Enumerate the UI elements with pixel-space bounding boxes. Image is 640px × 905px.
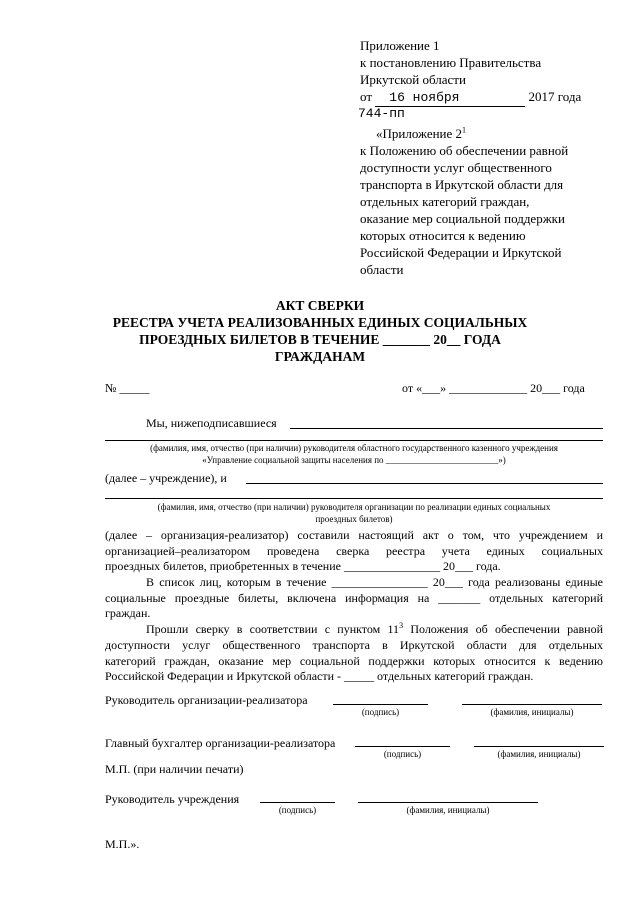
head-institution-name-line [358,802,538,803]
name-caption: (фамилия, инициалы) [490,707,574,717]
para3-text-a: Прошли сверку в соответствии с пунктом 11 [146,622,400,636]
date-underline [375,89,525,107]
paragraph-1-line: проездных билетов, приобретенных в течение ________________ 20___ года. [105,559,501,573]
chief-accountant-label: Главный бухгалтер организации-реализатора [105,736,336,750]
caption-institution-head: (фамилия, имя, отчество (при наличии) руководителя областного государственного казенного учреждения [150,443,558,453]
date-suffix: 2017 года [528,89,582,104]
appendix-number: 744-пп [358,106,405,121]
name-caption: (фамилия, инициалы) [406,805,490,815]
accountant-signature-line [355,746,450,747]
paragraph-3-line: Российской Федерации и Иркутской области - _____ отдельных категорий граждан. [105,669,534,683]
para3-sup: 3 [399,621,404,630]
caption-institution-name: «Управление социальной защиты населения по _________________________») [202,455,506,465]
appendix-date-line [360,89,581,107]
head-institution-label: Руководитель учреждения [105,792,240,806]
doc-title-line-2: РЕЕСТРА УЧЕТА РЕАЛИЗОВАННЫХ ЕДИНЫХ СОЦИАЛЬНЫХ [112,315,528,330]
caption-org-head: (фамилия, имя, отчество (при наличии) руководителя организации по реализации единых социальных [157,502,551,512]
signature-caption: (подпись) [278,805,317,815]
paragraph-1-line: организацией–реализатором проведена сверка реестра учета единых социальных [105,544,603,558]
appendix-ref-line: отдельных категорий граждан, [360,194,530,209]
caption-org-head-2: проездных билетов) [315,514,393,524]
head-org-label: Руководитель организации-реализатора [105,693,308,707]
appendix-line-3: Иркутской области [360,72,466,87]
org-name-line [246,483,603,484]
appendix-line-1: Приложение 1 [360,38,440,53]
signers-name-line-2 [105,440,603,441]
appendix-ref-line: которых относится к ведению [360,228,526,243]
appendix-ref-title [376,126,466,142]
act-number: № _____ [105,381,150,395]
paragraph-2-line: социальные проездные билеты, включена информация на _______ отдельных категорий [105,591,603,605]
paragraph-3-line: доступности услуг общественного транспорта в Иркутской области для отдельных [105,638,603,652]
signature-caption: (подпись) [383,749,422,759]
appendix-ref-line: области [360,262,404,277]
doc-title-line-1: АКТ СВЕРКИ [275,298,365,313]
institution-label: (далее – учреждение), и [105,471,227,485]
head-institution-signature-line [260,802,335,803]
stamp-if-any: М.П. (при наличии печати) [105,762,244,776]
doc-title-line-4: ГРАЖДАНАМ [274,349,366,364]
signature-caption: (подпись) [361,707,400,717]
paragraph-2-line: граждан. [105,606,151,620]
appendix-line-2: к постановлению Правительства [360,55,542,70]
appendix-ref-line: к Положению об обеспечении равной [360,143,569,158]
para3-text-b: Положения об обеспечении равной [403,622,604,636]
appendix-ref-line: Российской Федерации и Иркутской [360,245,562,260]
appendix-ref-line: доступности услуг общественного [360,160,552,175]
doc-title-line-3: ПРОЕЗДНЫХ БИЛЕТОВ В ТЕЧЕНИЕ _______ 20__ ГОДА [139,332,501,347]
appendix-ref-line: транспорта в Иркутской области для [360,177,564,192]
org-name-line-2 [105,498,603,499]
date-prefix: от [360,89,373,104]
name-caption: (фамилия, инициалы) [497,749,581,759]
head-org-name-line [462,704,602,705]
paragraph-2-line: В список лиц, которым в течение ________________ 20___ года реализованы единые [146,575,603,589]
paragraph-3-line: категорий граждан, оказание мер социальной поддержки которых относится к ведению [105,654,603,668]
paragraph-1-line: (далее – организация-реализатор) составили настоящий акт о том, что учреждением и [105,528,603,542]
paragraph-3-first-line [146,622,603,637]
signers-label: Мы, нижеподписавшиеся [146,416,277,430]
appendix-ref-line: оказание мер социальной поддержки [360,211,565,226]
accountant-name-line [474,746,604,747]
ref-title-sup: 1 [462,125,467,135]
ref-title-text: «Приложение 2 [376,126,463,141]
signers-name-line [290,428,603,429]
head-org-signature-line [333,704,428,705]
date-value: 16 ноября [389,90,460,105]
act-date: от «___» _____________ 20___ года [402,381,585,395]
stamp-end: М.П.». [105,837,140,851]
